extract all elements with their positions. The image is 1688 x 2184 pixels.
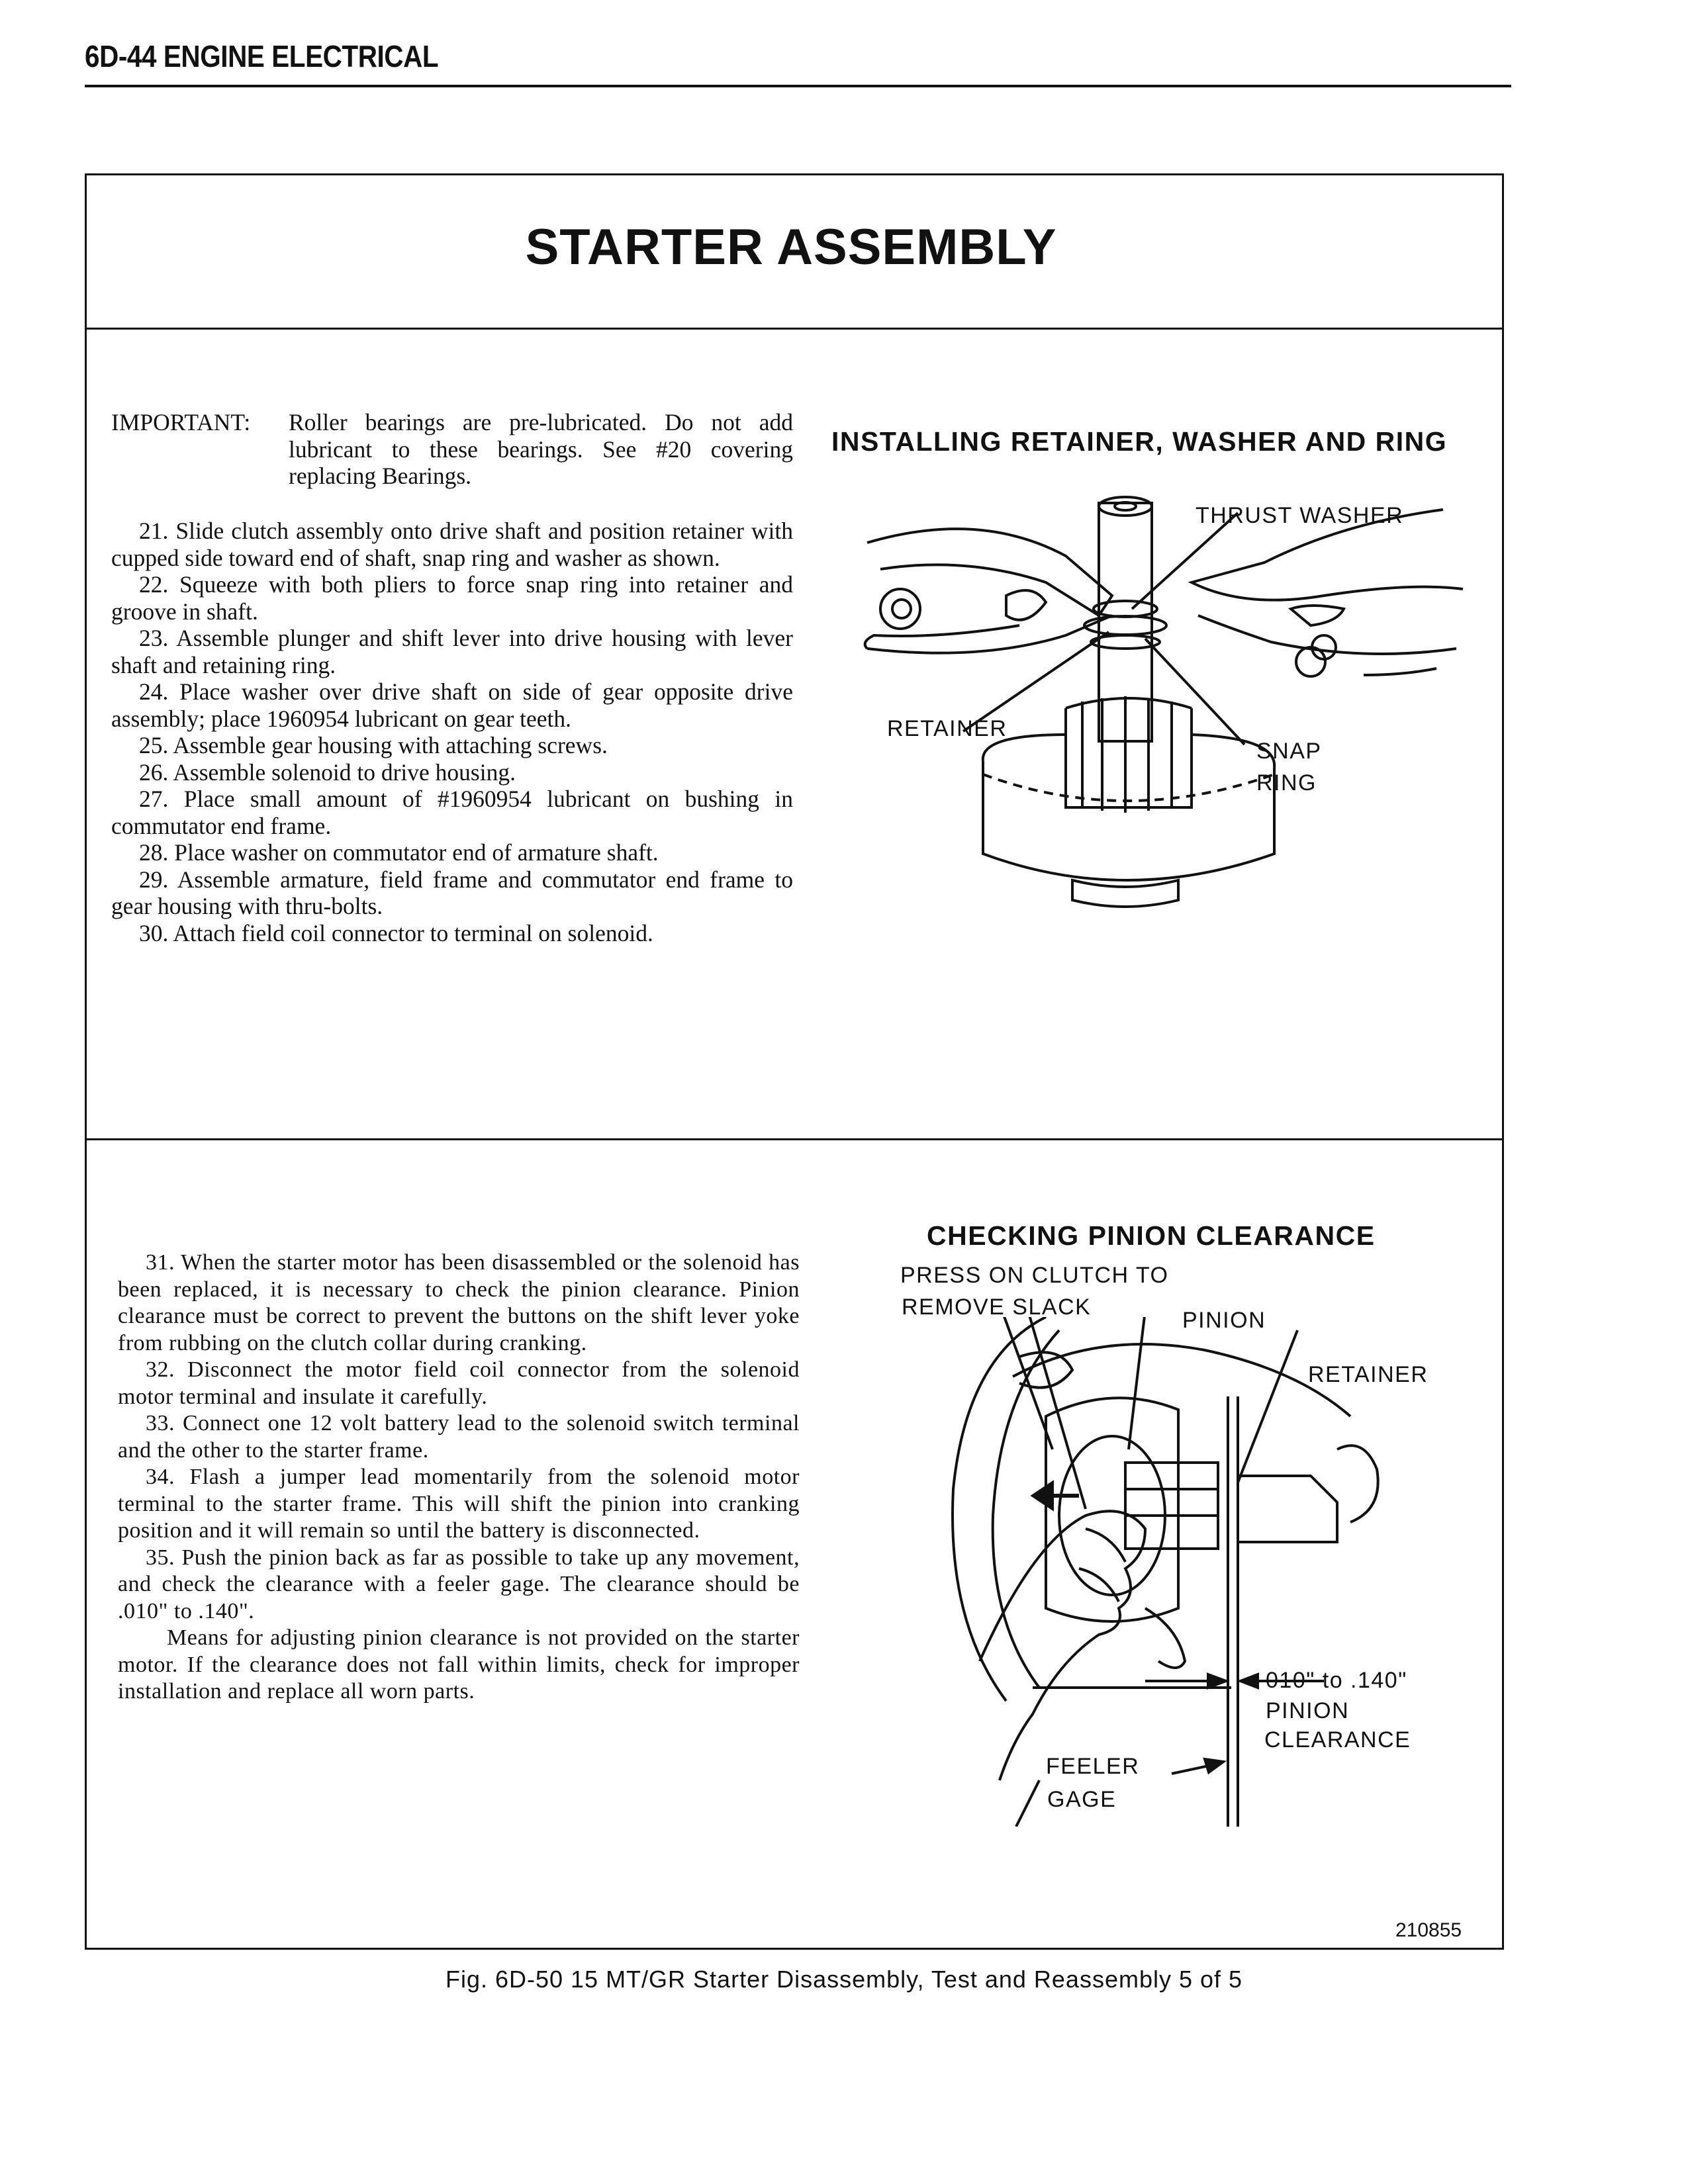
figure-number: 210855 (1395, 1919, 1462, 1941)
step-28: 28. Place washer on commutator end of armature shaft. (139, 839, 659, 866)
step-25: 25. Assemble gear housing with attaching screws. (139, 732, 608, 758)
title-divider (85, 328, 1504, 330)
label-pinion: PINION (1182, 1308, 1266, 1333)
figure-a-title: INSTALLING RETAINER, WASHER AND RING (831, 426, 1448, 457)
label-clearance-value: 010" to .140" (1266, 1668, 1407, 1693)
label-press-1: PRESS ON CLUTCH TO (900, 1263, 1169, 1288)
label-thrust-washer: THRUST WASHER (1196, 503, 1404, 528)
step-24: 24. Place washer over drive shaft on side of gear opposite drive assembly; place 1960954 lubricant on gear teeth. (111, 678, 793, 732)
step-33: 33. Connect one 12 volt battery lead to the solenoid switch terminal and the other to the starter frame. (118, 1411, 800, 1463)
label-ring: RING (1256, 770, 1317, 796)
step-21: 21. Slide clutch assembly onto drive shaft and position retainer with cupped side toward end of shaft, snap ring and washer as shown. (111, 518, 793, 571)
step-34: 34. Flash a jumper lead momentarily from the solenoid motor terminal to the starter frame. This will shift the pinion into cranking position and it will remain so until the battery is disconnected. (118, 1465, 800, 1543)
step-22: 22. Squeeze with both pliers to force snap ring into retainer and groove in shaft. (111, 571, 793, 625)
important-text: Roller bearings are pre-lubricated. Do not add lubricant to these bearings. See #20 covering replacing Bearings. (289, 409, 793, 489)
step-32: 32. Disconnect the motor field coil connector from the solenoid motor terminal and insulate it carefully. (118, 1357, 800, 1409)
label-retainer-a: RETAINER (887, 716, 1008, 741)
label-feeler: FEELER (1046, 1754, 1140, 1779)
label-clearance: CLEARANCE (1264, 1727, 1411, 1752)
steps-section-a (111, 518, 793, 946)
figure-caption: Fig. 6D-50 15 MT/GR Starter Disassembly, Test and Reassembly 5 of 5 (445, 1966, 1243, 1993)
step-23: 23. Assemble plunger and shift lever into drive housing with lever shaft and retaining ring. (111, 625, 793, 678)
step-27: 27. Place small amount of #1960954 lubricant on bushing in commutator end frame. (111, 786, 793, 839)
section-divider (85, 1138, 1504, 1140)
figure-b-title: CHECKING PINION CLEARANCE (927, 1220, 1376, 1251)
page-header: 6D-44 ENGINE ELECTRICAL (85, 39, 439, 73)
important-label: IMPORTANT: (111, 409, 251, 435)
note-adjusting: Means for adjusting pinion clearance is not provided on the starter motor. If the clearance does not fall within limits, check for improper installation and replace all worn parts. (118, 1625, 800, 1704)
label-press-2: REMOVE SLACK (902, 1295, 1092, 1320)
label-snap: SNAP (1256, 739, 1322, 764)
important-note (111, 409, 793, 490)
label-retainer-b: RETAINER (1308, 1362, 1429, 1387)
step-30: 30. Attach field coil connector to terminal on solenoid. (139, 919, 653, 946)
step-29: 29. Assemble armature, field frame and commutator end frame to gear housing with thru-bolts. (111, 866, 793, 919)
steps-section-b (118, 1250, 800, 1706)
step-35: 35. Push the pinion back as far as possible to take up any movement, and check the clearance with a feeler gage. The clearance should be .010" to .140". (118, 1545, 800, 1623)
label-gage: GAGE (1047, 1787, 1117, 1812)
step-26: 26. Assemble solenoid to drive housing. (139, 758, 516, 786)
label-clearance-pinion: PINION (1266, 1698, 1350, 1723)
header-rule (85, 85, 1511, 87)
step-31: 31. When the starter motor has been disassembled or the solenoid has been replaced, it is necessary to check the pinion clearance. Pinion clearance must be correct to prevent the buttons on the shift lever yoke from rubbing on the clutch collar during cranking. (118, 1250, 800, 1355)
page-title: STARTER ASSEMBLY (525, 219, 1057, 275)
